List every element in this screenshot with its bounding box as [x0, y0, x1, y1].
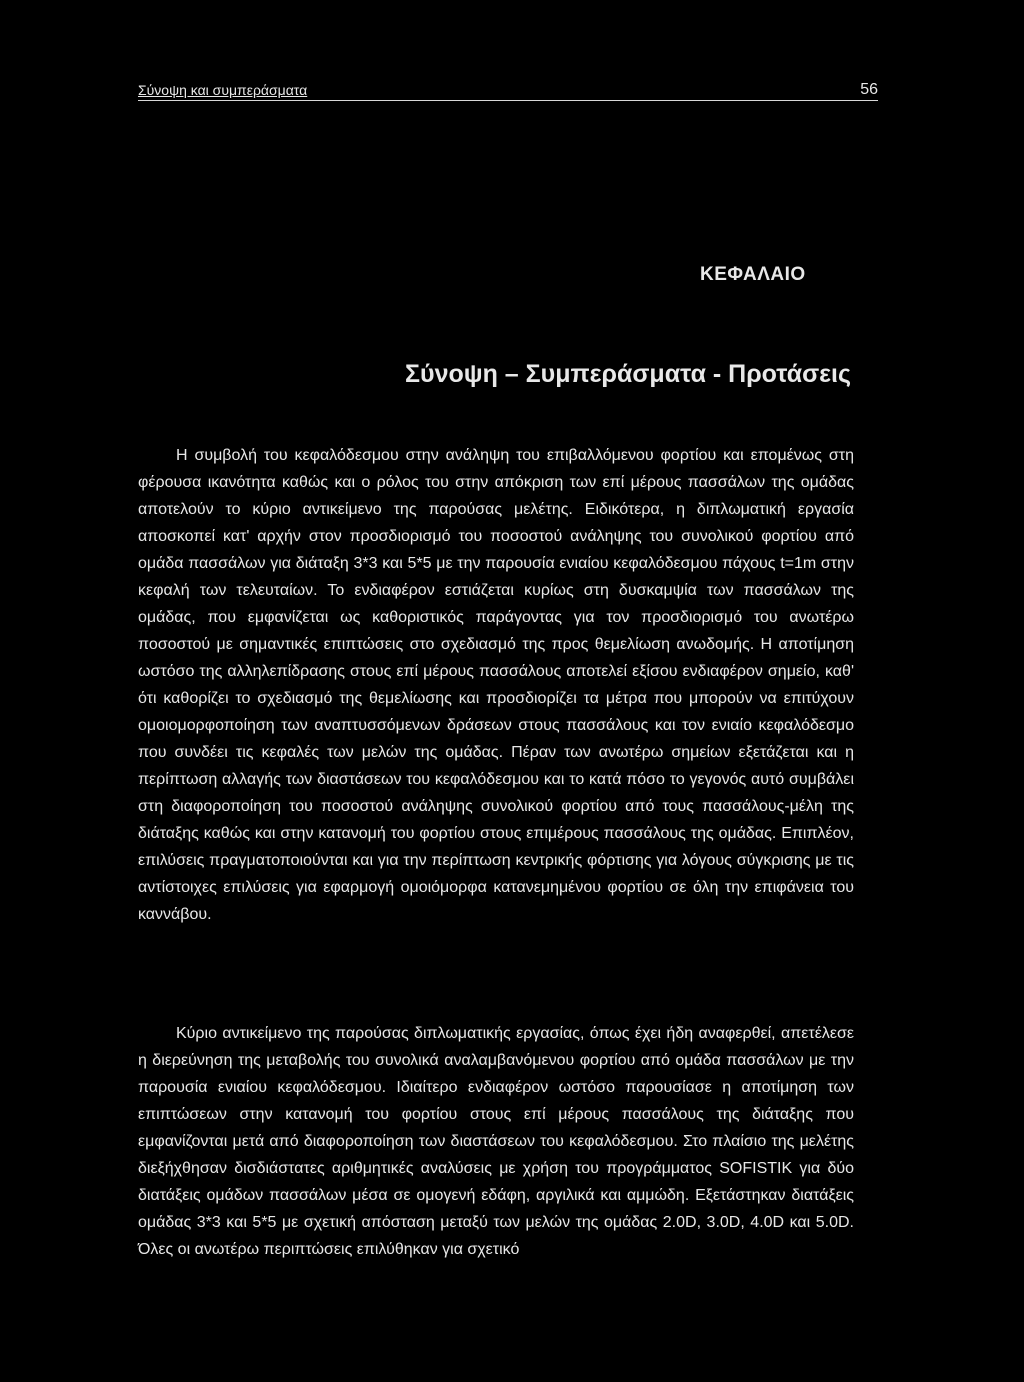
running-header: [138, 80, 878, 101]
chapter-title: Σύνοψη – Συμπεράσματα - Προτάσεις: [405, 360, 851, 388]
running-title: Σύνοψη και συμπεράσματα: [138, 82, 308, 98]
paragraph-2: [138, 1020, 854, 1263]
paragraph-2-text: Κύριο αντικείμενο της παρούσας διπλωματικής εργασίας, όπως έχει ήδη αναφερθεί, απετέλεσε η διερεύνηση της μεταβολής του συνολικά αναλαμβανόμενου φορτίου από ομάδα πασσάλων με την παρουσία ενιαίου κεφαλόδεσμου. Ιδιαίτερο ενδιαφέρον ωστόσο παρουσίασε η αποτίμηση των επιπτώσεων στην κατανομή του φορτίου στους επί μέρους πασσάλους της διάταξης που εμφανίζονται μετά από διαφοροποίηση των διαστάσεων του κεφαλόδεσμου. Στο πλαίσιο της μελέτης διεξήχθησαν δισδιάστατες αριθμητικές αναλύσεις με χρήση του προγράμματος SOFISTIK για δύο διατάξεις ομάδων πασσάλων μέσα σε ομογενή εδάφη, αργιλικά και αμμώδη. Εξετάστηκαν διατάξεις ομάδας 3*3 και 5*5 με σχετική απόσταση μεταξύ των μελών της ομάδας 2.0D, 3.0D, 4.0D και 5.0D. Όλες οι ανωτέρω περιπτώσεις επιλύθηκαν για σχετικό: [138, 1025, 854, 1258]
page-number: 56: [860, 81, 878, 98]
paragraph-1: [138, 442, 854, 928]
chapter-label: ΚΕΦΑΛΑΙΟ: [700, 264, 806, 285]
paragraph-1-text: Η συμβολή του κεφαλόδεσμου στην ανάληψη του επιβαλλόμενου φορτίου και επομένως στη φέρουσα ικανότητα καθώς και ο ρόλος του στην απόκριση των επί μέρους πασσάλων της ομάδας αποτελούν το κύριο αντικείμενο της παρούσας μελέτης. Ειδικότερα, η διπλωματική εργασία αποσκοπεί κατ' αρχήν στον προσδιορισμό του ποσοστού ανάληψης του συνολικού φορτίου από ομάδα πασσάλων για διάταξη 3*3 και 5*5 με την παρουσία ενιαίου κεφαλόδεσμου πάχους t=1m στην κεφαλή των τελευταίων. Το ενδιαφέρον εστιάζεται κυρίως στη δυσκαμψία των πασσάλων της ομάδας, που εμφανίζεται ως καθοριστικός παράγοντας για τον προσδιορισμό του ανωτέρω ποσοστού με σημαντικές επιπτώσεις στο σχεδιασμό της προς θεμελίωση ανωδομής. Η αποτίμηση ωστόσο της αλληλεπίδρασης στους επί μέρους πασσάλους αποτελεί εξίσου ενδιαφέρον σημείο, καθ' ότι καθορίζει το σχεδιασμό της θεμελίωσης και προσδιορίζει τα μέτρα που μπορούν να επιτύχουν ομοιομορφοποίηση των αναπτυσσόμενων δράσεων στους πασσάλους και τον ενιαίο κεφαλόδεσμο που συνδέει τις κεφαλές των μελών της ομάδας. Πέραν των ανωτέρω σημείων εξετάζεται και η περίπτωση αλλαγής των διαστάσεων του κεφαλόδεσμου και το κατά πόσο το γεγονός αυτό συμβάλει στη διαφοροποίηση του ποσοστού ανάληψης συνολικού φορτίου από τους πασσάλους-μέλη της διάταξης καθώς και στην κατανομή του φορτίου στους επιμέρους πασσάλους της ομάδας. Επιπλέον, επιλύσεις πραγματοποιούνται και για την περίπτωση κεντρικής φόρτισης για λόγους σύγκρισης με τις αντίστοιχες επιλύσεις για εφαρμογή ομοιόμορφα κατανεμημένου φορτίου σε όλη την επιφάνεια του καννάβου.: [138, 447, 854, 923]
